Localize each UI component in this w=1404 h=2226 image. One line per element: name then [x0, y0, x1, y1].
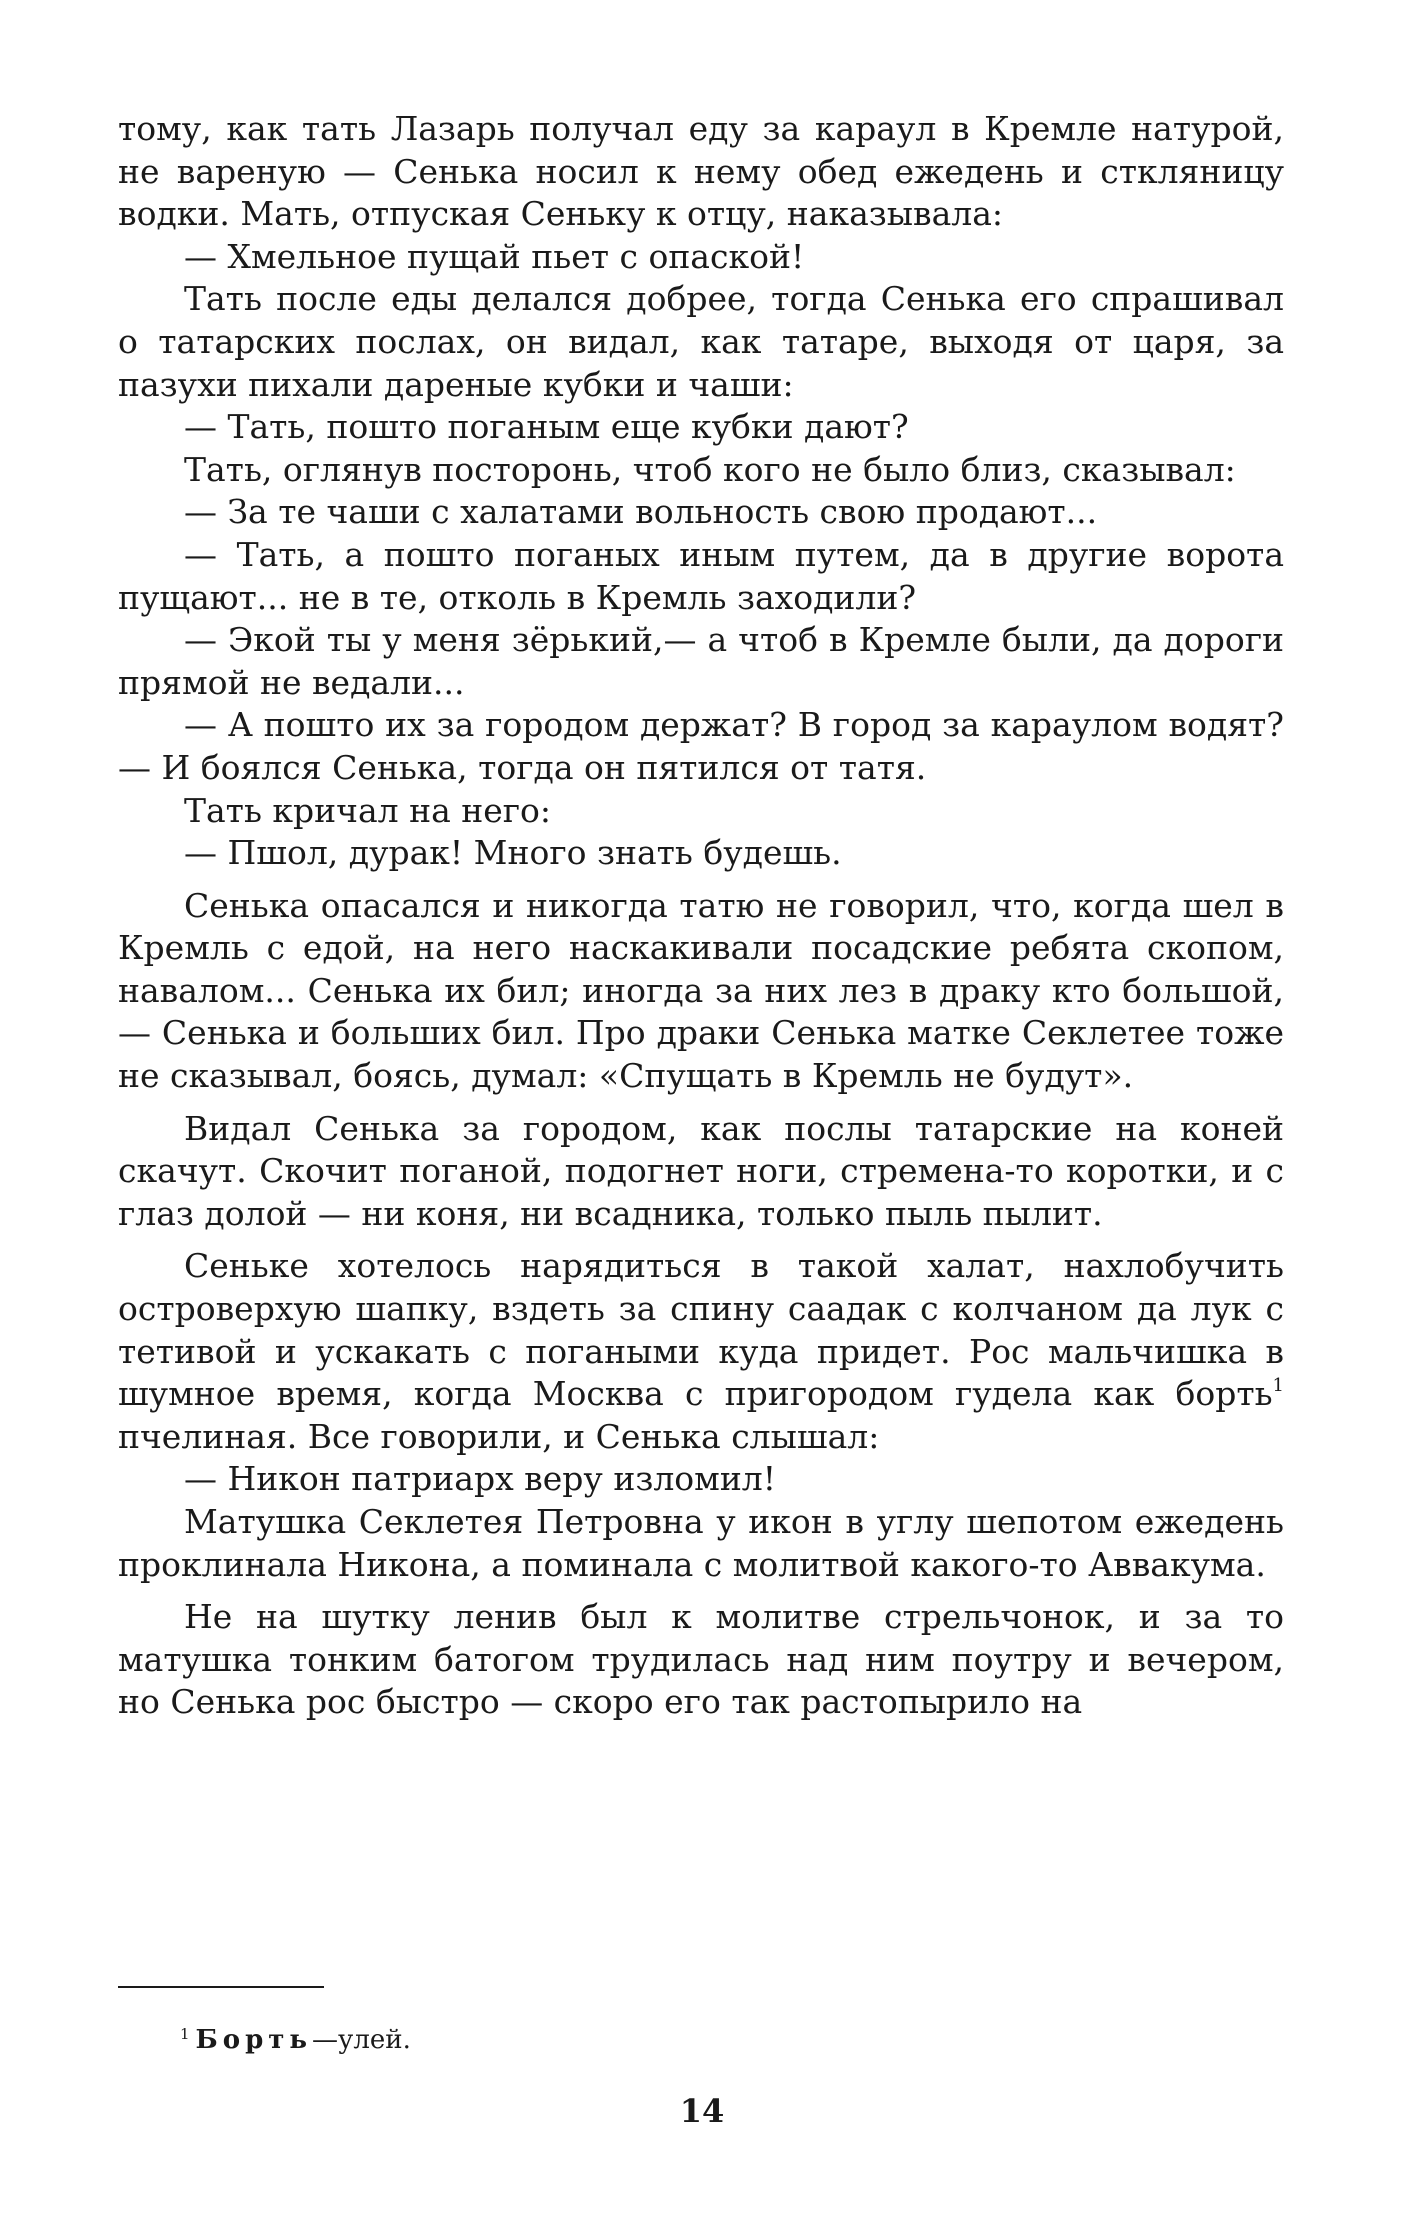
paragraph-8: — Экой ты у меня зёрький,— а чтоб в Кремле были, да дороги прямой не ведали... — [118, 620, 1284, 702]
paragraph-6: — За те чаши с халатами вольность свою продают... — [184, 492, 1098, 532]
paragraph-5: Тать, оглянув посторонь, чтоб кого не было близ, сказывал: — [184, 449, 1236, 489]
paragraph-12: Сенька опасался и никогда татю не говорил, что, когда шел в Кремль с едой, на него наскакивали посадские ребята скопом, навалом... Сенька их бил; иногда за них лез в драку кто большой,— Сенька и больших бил. Про драки Сенька матке Секлетее тоже не сказывал, боясь, думал: «Спущать в Кремль не будут». — [118, 885, 1284, 1096]
paragraph-4: — Тать, пошто поганым еще кубки дают? — [184, 407, 909, 447]
paragraph-10: Тать кричал на него: — [184, 790, 552, 830]
paragraph-11: — Пшол, дурак! Много знать будешь. — [184, 833, 842, 873]
paragraph-14 — [118, 1245, 1284, 1458]
main-text — [118, 108, 1284, 1724]
footnote — [180, 2018, 411, 2056]
paragraph-17: Не на шутку ленив был к молитве стрельчонок, и за то матушка тонким батогом трудилась над ним поутру и вечером, но Сенька рос быстро — скоро его так растопырило на — [118, 1597, 1284, 1722]
footnote-reference: 1 — [1272, 1375, 1284, 1397]
paragraph-15: — Никон патриарх веру изломил! — [184, 1459, 777, 1499]
paragraph-14-text-end: пчелиная. Все говорили, и Сенька слышал: — [118, 1416, 880, 1456]
paragraph-16: Матушка Секлетея Петровна у икон в углу шепотом ежедень проклинала Никона, а поминала с молитвой какого-то Аввакума. — [118, 1502, 1284, 1584]
footnote-term: Борть — [195, 2025, 313, 2055]
paragraph-2: — Хмельное пущай пьет с опаской! — [184, 236, 805, 276]
footnote-definition: улей. — [338, 2025, 411, 2055]
paragraph-3: Тать после еды делался добрее, тогда Сенька его спрашивал о татарских послах, он видал, как татаре, выходя от царя, за пазухи пихали дареные кубки и чаши: — [118, 279, 1284, 404]
page-number: 14 — [679, 2092, 725, 2130]
paragraph-7: — Тать, а пошто поганых иным путем, да в другие ворота пущают... не в те, отколь в Кремль заходили? — [118, 534, 1284, 617]
footnote-marker: 1 — [180, 2025, 190, 2043]
footnote-divider — [118, 1986, 324, 1988]
paragraph-14-text-start: Сеньке хотелось нарядиться в такой халат, нахлобучить островерхую шапку, вздеть за спину саадак с колчаном да лук с тетивой и ускакать с погаными куда придет. Рос мальчишка в шумное время, когда Москва с пригородом гудела как борть — [118, 1246, 1284, 1414]
paragraph-1: тому, как тать Лазарь получал еду за караул в Кремле натурой, не вареную — Сенька носил к нему обед ежедень и сткляницу водки. Мать, отпуская Сеньку к отцу, наказывала: — [118, 109, 1284, 234]
paragraph-13: Видал Сенька за городом, как послы татарские на коней скачут. Скочит поганой, подогнет ноги, стремена-то коротки, и с глаз долой — ни коня, ни всадника, только пыль пылит. — [118, 1108, 1284, 1233]
footnote-dash: — — [312, 2025, 339, 2055]
paragraph-9: — А пошто их за городом держат? В город за караулом водят? — И боялся Сенька, тогда он пятился от татя. — [118, 705, 1284, 787]
